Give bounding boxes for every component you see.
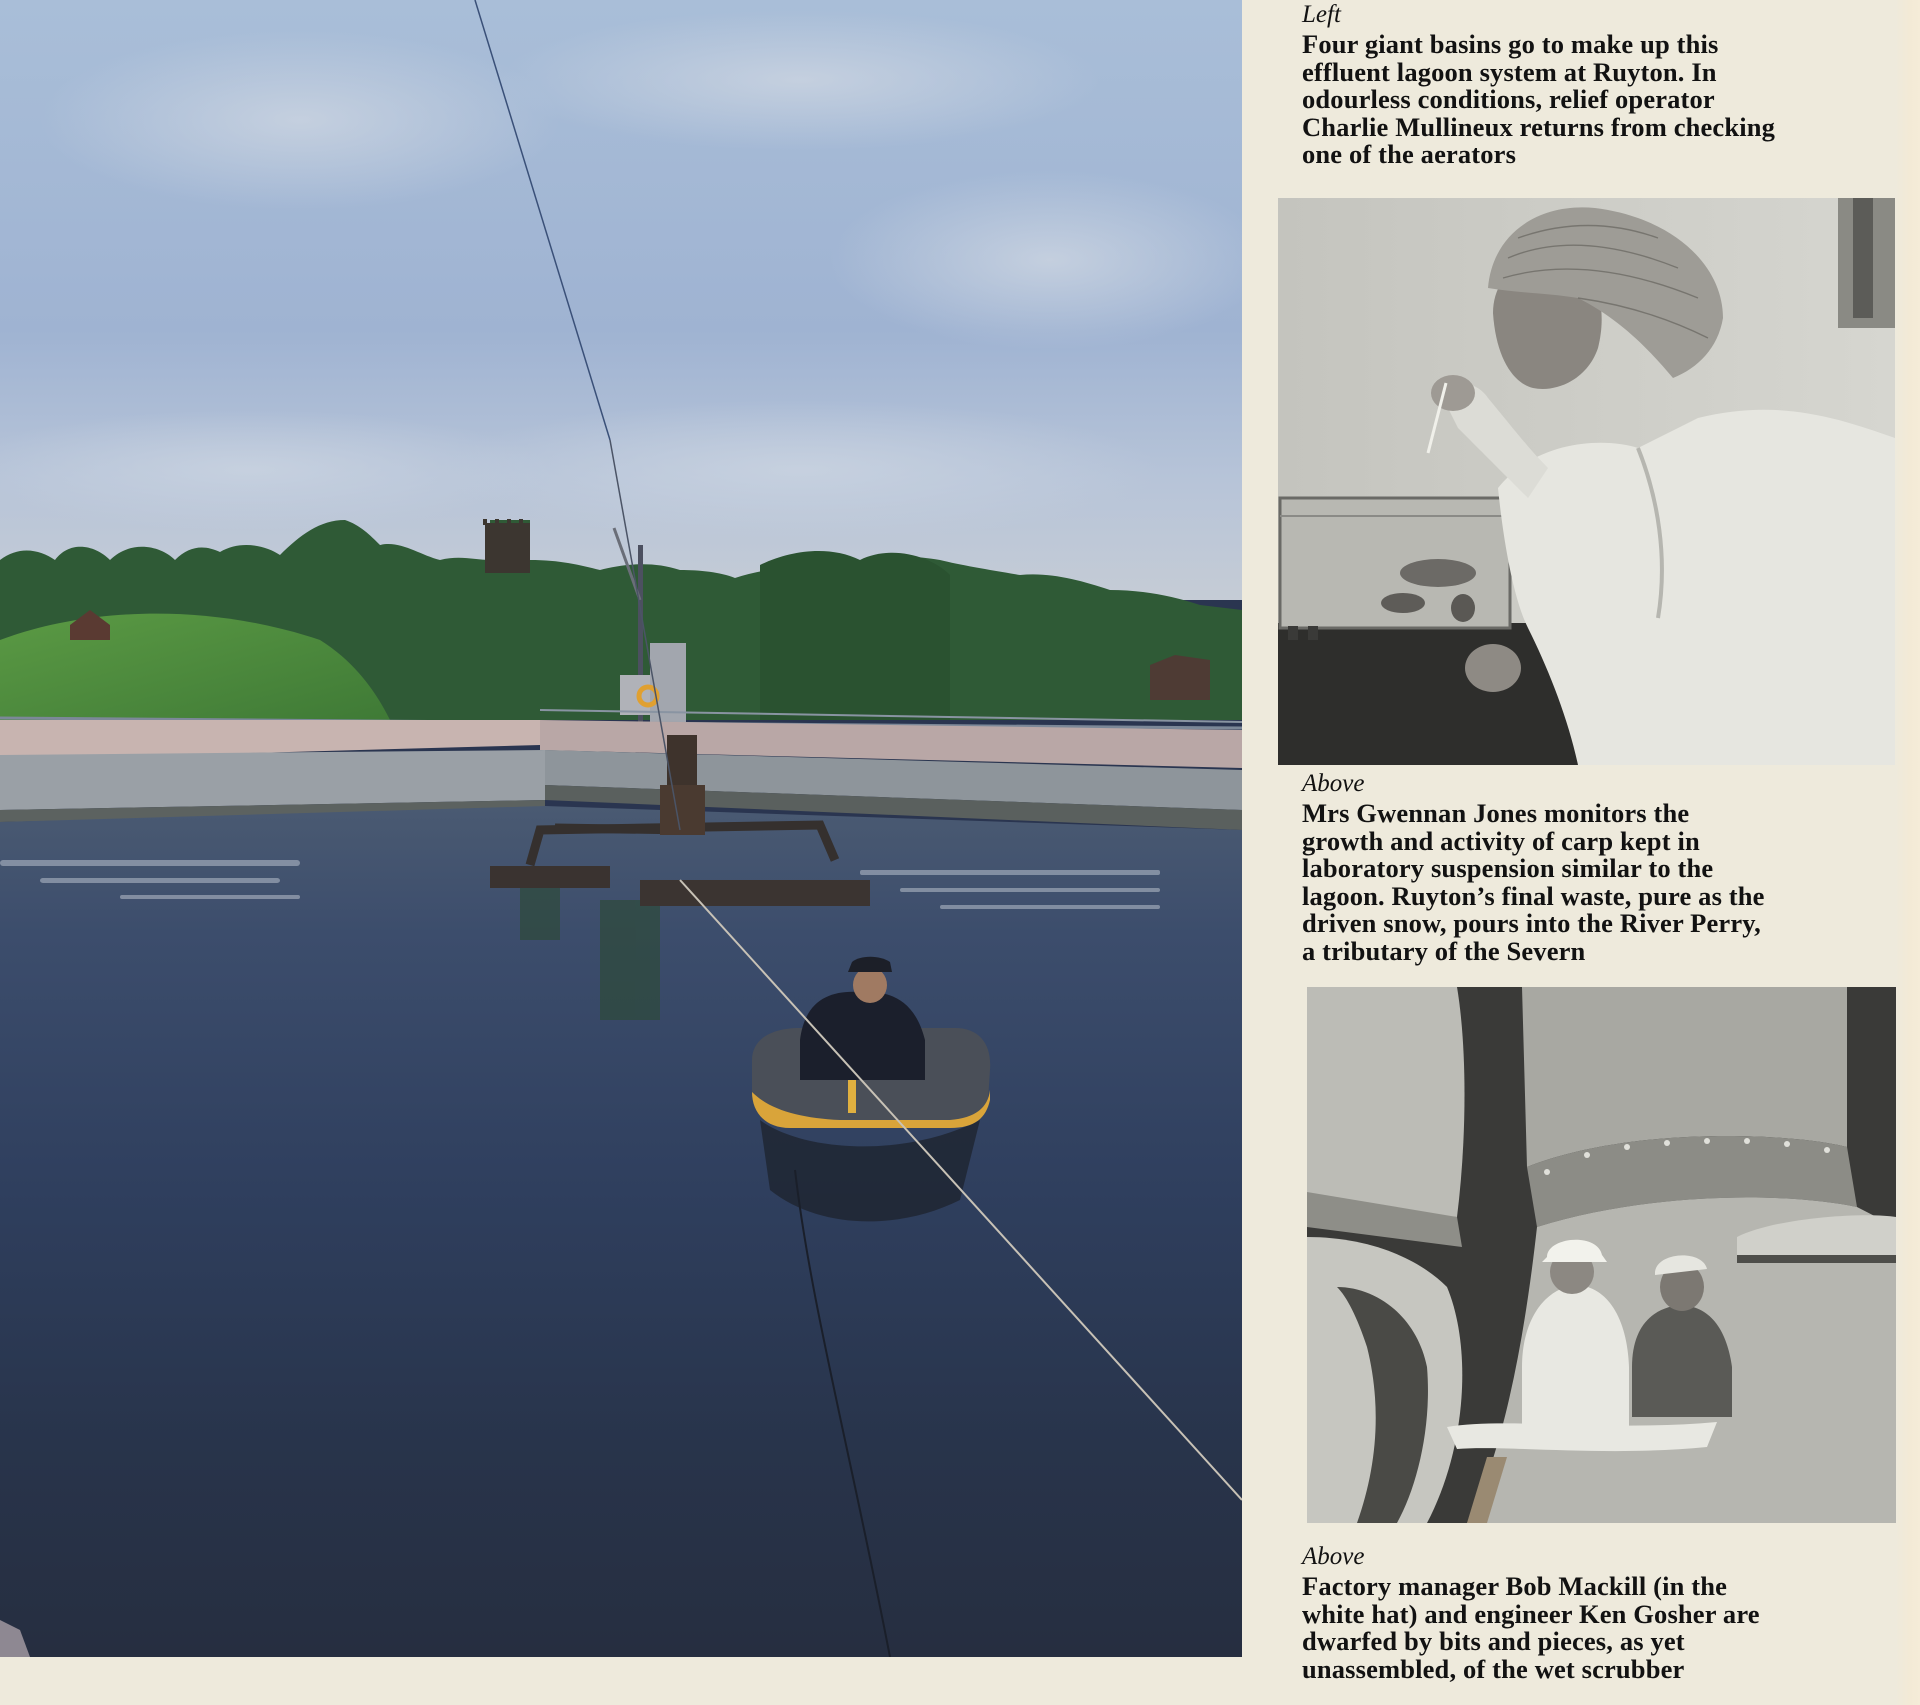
caption-line: growth and activity of carp kept in	[1302, 825, 1700, 856]
caption-line: Factory manager Bob Mackill (in the	[1302, 1571, 1728, 1601]
caption-line: odourless conditions, relief operator	[1302, 84, 1715, 114]
caption-line: one of the aerators	[1302, 139, 1517, 169]
caption-line: driven snow, pours into the River Perry,	[1302, 908, 1761, 938]
scrubber-photo	[1307, 987, 1896, 1523]
caption-text	[1302, 1573, 1902, 1683]
caption-label: Left	[1302, 1, 1341, 28]
caption-line: lagoon. Ruyton’s final waste, pure as the	[1302, 880, 1765, 911]
caption-line: a tributary of the Severn	[1302, 935, 1586, 966]
caption-line: Mrs Gwennan Jones monitors the	[1302, 798, 1690, 828]
caption-lab	[1302, 770, 1902, 965]
caption-line: effluent lagoon system at Ruyton. In	[1302, 56, 1717, 87]
caption-line: Charlie Mullineux returns from checking	[1302, 111, 1776, 142]
caption-line: dwarfed by bits and pieces, as yet	[1302, 1626, 1685, 1656]
caption-scrubber	[1302, 1543, 1902, 1683]
lab-photo	[1278, 198, 1895, 765]
caption-line: unassembled, of the wet scrubber	[1302, 1653, 1685, 1684]
caption-text	[1302, 800, 1902, 965]
caption-line: laboratory suspension similar to the	[1302, 853, 1714, 883]
caption-label: Above	[1302, 770, 1365, 797]
caption-line: Four giant basins go to make up this	[1302, 29, 1719, 59]
caption-line: white hat) and engineer Ken Gosher are	[1302, 1598, 1760, 1629]
caption-text	[1302, 31, 1902, 169]
caption-label: Above	[1302, 1543, 1365, 1570]
caption-lagoon	[1302, 1, 1902, 169]
